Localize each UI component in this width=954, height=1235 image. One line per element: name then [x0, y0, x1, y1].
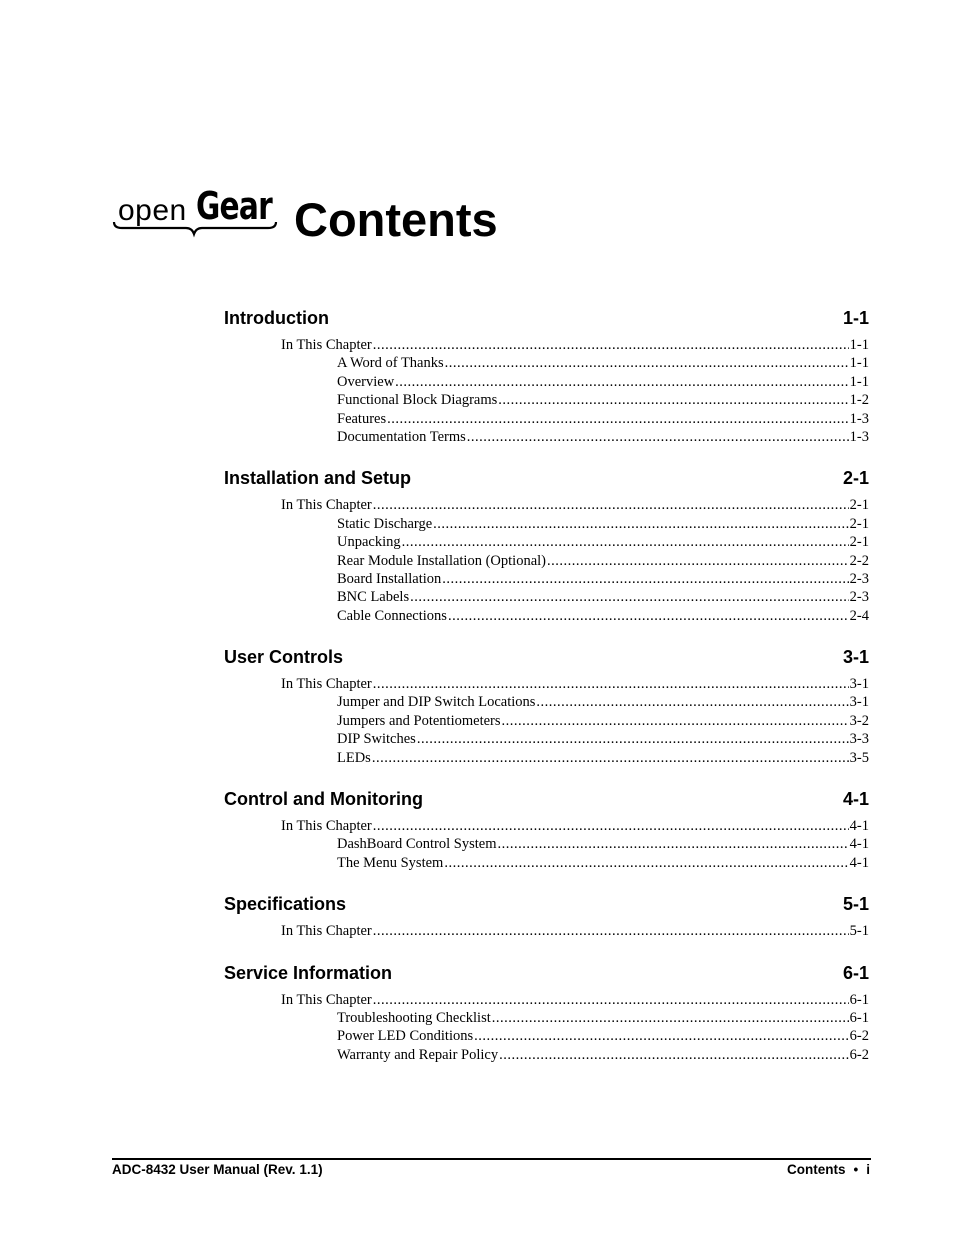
toc-chapter: [224, 781, 869, 872]
toc-entry-page: 1-3: [849, 410, 869, 427]
toc-chapter: [224, 300, 869, 446]
footer-section-name: Contents: [787, 1162, 846, 1177]
toc-dot-leader: [373, 817, 849, 835]
toc-entry-page: 1-1: [849, 337, 869, 353]
toc-entry-page: 6-2: [849, 1046, 869, 1063]
toc-dot-leader: [445, 354, 849, 372]
toc-entry-label: Power LED Conditions: [337, 1028, 474, 1045]
toc-entry-label: BNC Labels: [337, 589, 410, 606]
toc-dot-leader: [373, 496, 849, 514]
footer-manual-title: ADC-8432 User Manual (Rev. 1.1): [112, 1162, 323, 1177]
toc-entry-page: 1-3: [849, 428, 869, 445]
chapter-title: User Controls: [224, 647, 344, 668]
toc-entry-label: In This Chapter: [281, 497, 372, 514]
toc-dot-leader: [417, 730, 849, 748]
chapter-page: 3-1: [842, 647, 869, 668]
toc-dot-leader: [395, 373, 848, 391]
toc-chapter-heading[interactable]: [224, 460, 869, 488]
toc-entry-page: 4-1: [849, 854, 869, 871]
toc-entry-page: 3-1: [849, 694, 869, 711]
toc-entry[interactable]: [224, 1027, 869, 1045]
toc-chapter-heading[interactable]: [224, 639, 869, 667]
toc-entry-label: In This Chapter: [281, 991, 372, 1008]
table-of-contents: [224, 300, 869, 1078]
toc-entry-page: 2-3: [849, 589, 869, 606]
chapter-title: Introduction: [224, 308, 329, 328]
toc-chapter-heading[interactable]: [224, 781, 869, 809]
chapter-title: Control and Monitoring: [224, 789, 423, 810]
toc-entry-label: DashBoard Control System: [337, 836, 497, 853]
toc-entry[interactable]: [224, 588, 869, 606]
toc-dot-leader: [448, 607, 849, 625]
toc-entry[interactable]: [224, 428, 869, 446]
toc-entry-page: 1-1: [849, 373, 869, 390]
toc-entry[interactable]: [224, 922, 869, 940]
toc-entry-page: 3-1: [849, 676, 869, 693]
toc-entry-page: 3-5: [849, 749, 869, 766]
toc-chapter: [224, 460, 869, 625]
toc-entry-label: Board Installation: [337, 570, 442, 587]
chapter-title: Service Information: [224, 962, 393, 983]
toc-dot-leader: [444, 854, 848, 872]
toc-dot-leader: [373, 675, 849, 693]
toc-dot-leader: [442, 570, 848, 588]
toc-entry-page: 3-3: [849, 731, 869, 748]
toc-chapter: [224, 639, 869, 767]
toc-entry[interactable]: [224, 1046, 869, 1064]
toc-entry-label: A Word of Thanks: [337, 355, 444, 372]
toc-entry-page: 3-2: [849, 712, 869, 729]
toc-entry-label: Documentation Terms: [337, 428, 466, 445]
toc-entry-label: Warranty and Repair Policy: [337, 1046, 499, 1063]
toc-entry-label: Features: [337, 410, 387, 427]
toc-entry-label: In This Chapter: [281, 818, 372, 835]
toc-entry-page: 1-1: [849, 355, 869, 372]
toc-entry-page: 4-1: [849, 818, 869, 835]
toc-entry-page: 2-3: [849, 570, 869, 587]
toc-entry[interactable]: [224, 607, 869, 625]
toc-entry-label: Jumper and DIP Switch Locations: [337, 694, 536, 711]
chapter-page: 1-1: [842, 308, 869, 328]
toc-entry[interactable]: [224, 410, 869, 428]
toc-dot-leader: [387, 410, 849, 428]
toc-dot-leader: [373, 336, 849, 354]
chapter-title: Installation and Setup: [224, 468, 412, 489]
toc-entry-label: Functional Block Diagrams: [337, 392, 498, 409]
toc-entry[interactable]: [224, 552, 869, 570]
toc-entry-label: Jumpers and Potentiometers: [337, 712, 501, 729]
toc-entry[interactable]: [224, 1009, 869, 1027]
toc-entry[interactable]: [224, 373, 869, 391]
toc-entry[interactable]: [224, 515, 869, 533]
toc-entry[interactable]: [224, 712, 869, 730]
toc-entry-label: Unpacking: [337, 534, 401, 551]
toc-entry-label: LEDs: [337, 749, 371, 766]
page-title: Contents: [294, 193, 498, 246]
opengear-logo: [112, 186, 278, 244]
toc-entry[interactable]: [224, 730, 869, 748]
toc-entry[interactable]: [224, 336, 869, 354]
toc-entry-label: In This Chapter: [281, 676, 372, 693]
toc-entry-page: 2-1: [849, 515, 869, 532]
toc-dot-leader: [402, 533, 849, 551]
toc-entry-page: 2-1: [849, 497, 869, 514]
toc-dot-leader: [467, 428, 849, 446]
toc-entry-label: DIP Switches: [337, 731, 416, 748]
toc-entry-page: 2-1: [849, 534, 869, 551]
toc-chapter: [224, 886, 869, 940]
toc-entry-label: Cable Connections: [337, 607, 447, 624]
toc-entry-label: In This Chapter: [281, 923, 372, 940]
toc-entry-page: 2-2: [849, 552, 869, 569]
toc-entry-page: 4-1: [849, 836, 869, 853]
chapter-page: 2-1: [842, 468, 869, 489]
toc-entry[interactable]: [224, 693, 869, 711]
toc-dot-leader: [373, 991, 849, 1009]
toc-entry[interactable]: [224, 354, 869, 372]
toc-dot-leader: [499, 1046, 849, 1064]
chapter-page: 5-1: [842, 894, 869, 915]
toc-entry-label: Overview: [337, 373, 395, 390]
toc-chapter-heading[interactable]: [224, 886, 869, 914]
toc-chapter: [224, 955, 869, 1065]
toc-entry-label: Rear Module Installation (Optional): [337, 552, 546, 569]
toc-entry[interactable]: [224, 749, 869, 767]
toc-dot-leader: [474, 1027, 849, 1045]
toc-entry-label: Troubleshooting Checklist: [337, 1009, 491, 1026]
footer-page-number: i: [866, 1162, 870, 1177]
toc-entry[interactable]: [224, 817, 869, 835]
toc-dot-leader: [547, 552, 849, 570]
toc-dot-leader: [498, 835, 849, 853]
chapter-page: 6-1: [842, 962, 869, 983]
toc-entry[interactable]: [224, 991, 869, 1009]
toc-dot-leader: [433, 515, 848, 533]
footer-page-ref: [787, 1162, 870, 1177]
toc-dot-leader: [373, 922, 849, 940]
chapter-title: Specifications: [224, 894, 347, 915]
footer-divider: [112, 1158, 871, 1160]
toc-dot-leader: [502, 712, 849, 730]
toc-entry-page: 6-1: [849, 991, 869, 1008]
toc-entry-page: 2-4: [849, 607, 869, 624]
toc-entry-label: In This Chapter: [281, 337, 372, 353]
toc-dot-leader: [498, 391, 848, 409]
logo-brace-icon: [112, 220, 278, 240]
toc-chapter-heading[interactable]: [224, 300, 869, 328]
toc-dot-leader: [410, 588, 849, 606]
toc-entry[interactable]: [224, 854, 869, 872]
toc-entry[interactable]: [224, 533, 869, 551]
toc-chapter-heading[interactable]: [224, 955, 869, 983]
toc-entry-page: 1-2: [849, 392, 869, 409]
logo-text-open: open: [118, 194, 187, 227]
toc-entry[interactable]: [224, 570, 869, 588]
toc-dot-leader: [492, 1009, 849, 1027]
chapter-page: 4-1: [842, 789, 869, 810]
toc-entry[interactable]: [224, 675, 869, 693]
toc-entry[interactable]: [224, 496, 869, 514]
toc-entry-page: 6-2: [849, 1028, 869, 1045]
toc-entry[interactable]: [224, 835, 869, 853]
toc-dot-leader: [372, 749, 849, 767]
toc-dot-leader: [536, 693, 848, 711]
logo-text-gear: Gear: [196, 184, 272, 228]
toc-entry-page: 6-1: [849, 1009, 869, 1026]
toc-entry-label: Static Discharge: [337, 515, 433, 532]
toc-entry-page: 5-1: [849, 923, 869, 940]
toc-entry-label: The Menu System: [337, 854, 444, 871]
footer-bullet: •: [853, 1162, 859, 1177]
toc-entry[interactable]: [224, 391, 869, 409]
